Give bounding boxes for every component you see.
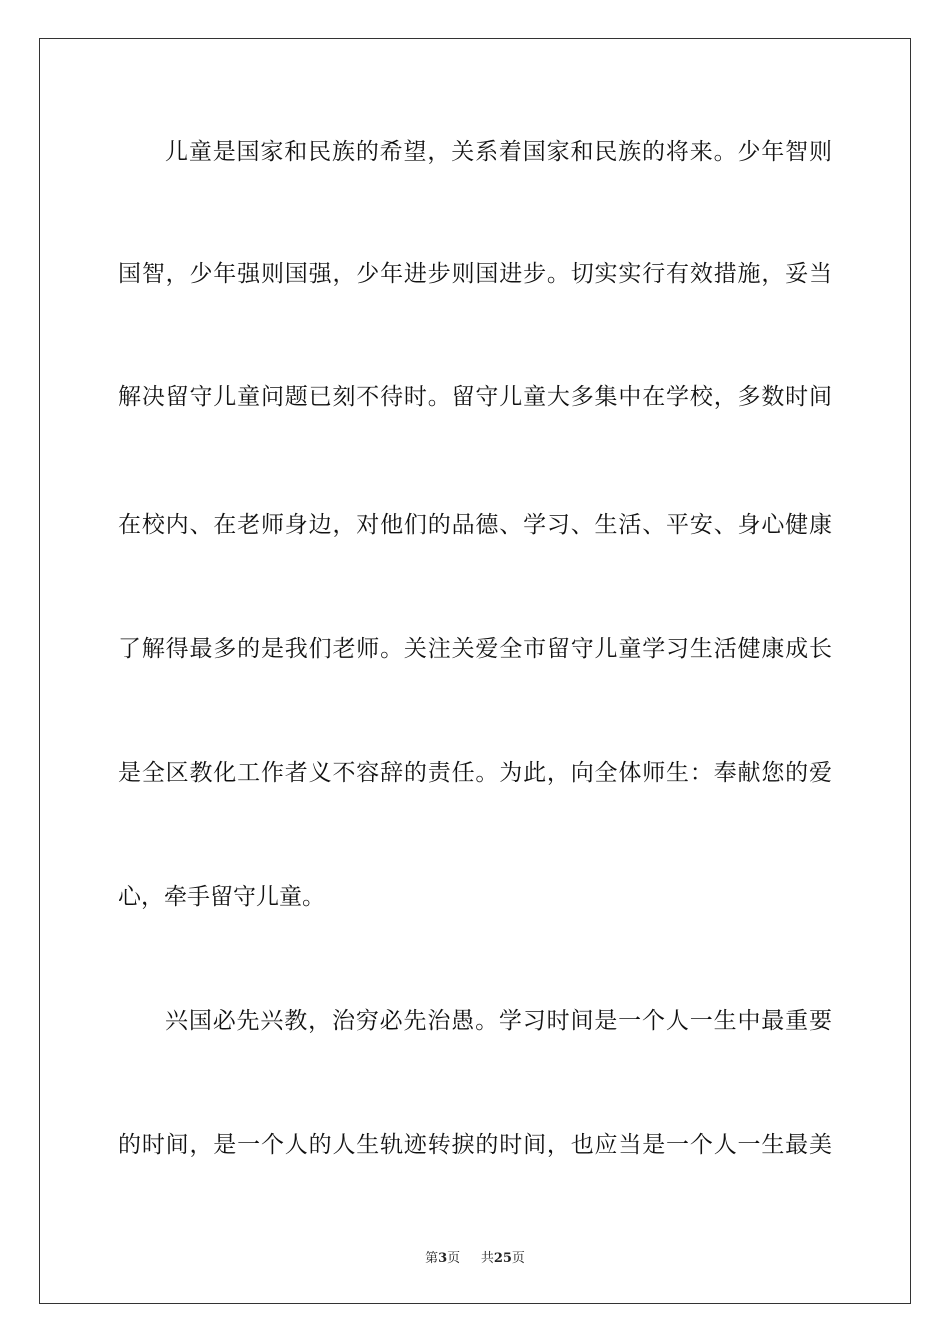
page-total: 25: [493, 1251, 512, 1266]
paragraph-1-line-4: 在校内、在老师身边，对他们的品德、学习、生活、平安、身心健康: [118, 512, 832, 538]
paragraph-1-line-1: 儿童是国家和民族的希望，关系着国家和民族的将来。少年智则: [165, 139, 832, 165]
page-suffix: 页: [447, 1251, 461, 1266]
total-suffix: 页: [511, 1251, 525, 1266]
paragraph-1-line-3: 解决留守儿童问题已刻不待时。留守儿童大多集中在学校，多数时间: [118, 384, 832, 410]
page-prefix: 第: [425, 1251, 439, 1266]
paragraph-1-line-7: 心，牵手留守儿童。: [118, 884, 325, 910]
paragraph-2-line-1: 兴国必先兴教，治穷必先治愚。学习时间是一个人一生中最重要: [165, 1008, 832, 1034]
paragraph-1-line-5: 了解得最多的是我们老师。关注关爱全市留守儿童学习生活健康成长: [118, 636, 832, 662]
paragraph-2-line-2: 的时间，是一个人的人生轨迹转捩的时间，也应当是一个人一生最美: [118, 1132, 832, 1158]
page-current: 3: [438, 1251, 448, 1266]
total-prefix: 共: [480, 1251, 494, 1266]
page-border: [39, 38, 911, 1304]
page-footer: [0, 1247, 950, 1266]
paragraph-1-line-2: 国智，少年强则国强，少年进步则国进步。切实实行有效措施，妥当: [118, 261, 832, 287]
paragraph-1-line-6: 是全区教化工作者义不容辞的责任。为此，向全体师生：奉献您的爱: [118, 760, 832, 786]
